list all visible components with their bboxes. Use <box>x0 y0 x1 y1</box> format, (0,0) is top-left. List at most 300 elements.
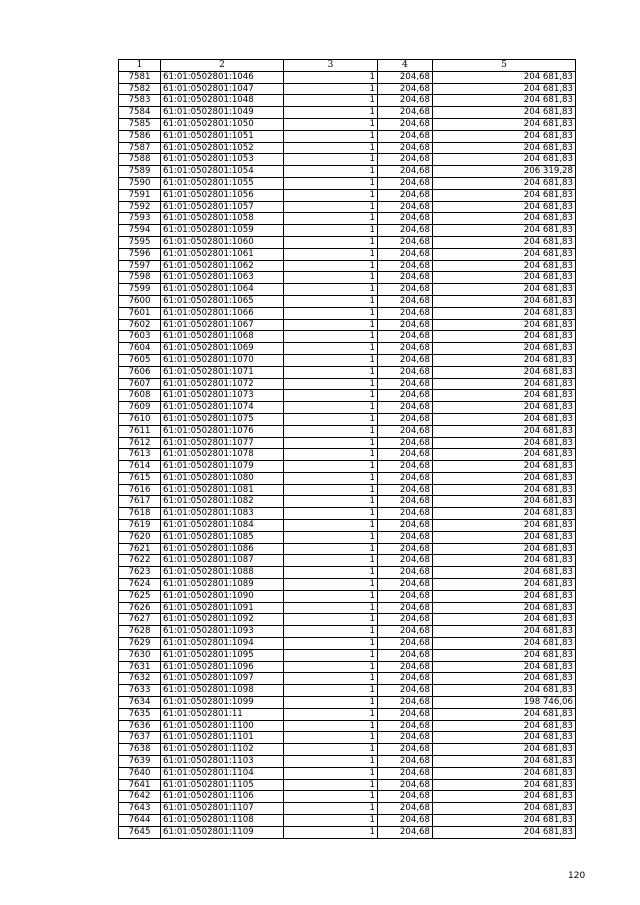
row-number-cell: 7635 <box>119 708 161 720</box>
cadastral-number-cell: 61:01:0502801:1078 <box>161 449 284 461</box>
value-cell: 204 681,83 <box>433 437 576 449</box>
cadastral-number-cell: 61:01:0502801:1094 <box>161 638 284 650</box>
row-number-cell: 7641 <box>119 779 161 791</box>
area-cell: 204,68 <box>378 425 433 437</box>
cadastral-number-cell: 61:01:0502801:1097 <box>161 673 284 685</box>
count-cell: 1 <box>284 213 378 225</box>
cadastral-number-cell: 61:01:0502801:1069 <box>161 343 284 355</box>
count-cell: 1 <box>284 402 378 414</box>
cadastral-number-cell: 61:01:0502801:1083 <box>161 508 284 520</box>
area-cell: 204,68 <box>378 779 433 791</box>
count-cell: 1 <box>284 767 378 779</box>
count-cell: 1 <box>284 567 378 579</box>
value-cell: 204 681,83 <box>433 484 576 496</box>
value-cell: 204 681,83 <box>433 531 576 543</box>
row-number-cell: 7631 <box>119 661 161 673</box>
table-row <box>119 248 576 260</box>
cadastral-number-cell: 61:01:0502801:1076 <box>161 425 284 437</box>
value-cell: 204 681,83 <box>433 449 576 461</box>
row-number-cell: 7588 <box>119 154 161 166</box>
cadastral-number-cell: 61:01:0502801:1088 <box>161 567 284 579</box>
table-row <box>119 272 576 284</box>
count-cell: 1 <box>284 732 378 744</box>
count-cell: 1 <box>284 496 378 508</box>
table-row <box>119 95 576 107</box>
cadastral-number-cell: 61:01:0502801:1103 <box>161 756 284 768</box>
area-cell: 204,68 <box>378 697 433 709</box>
value-cell: 204 681,83 <box>433 826 576 838</box>
row-number-cell: 7617 <box>119 496 161 508</box>
table-row <box>119 354 576 366</box>
area-cell: 204,68 <box>378 331 433 343</box>
cadastral-number-cell: 61:01:0502801:1050 <box>161 118 284 130</box>
value-cell: 204 681,83 <box>433 378 576 390</box>
count-cell: 1 <box>284 177 378 189</box>
table-row <box>119 449 576 461</box>
count-cell: 1 <box>284 791 378 803</box>
value-cell: 204 681,83 <box>433 402 576 414</box>
row-number-cell: 7637 <box>119 732 161 744</box>
cadastral-number-cell: 61:01:0502801:1100 <box>161 720 284 732</box>
cadastral-number-cell: 61:01:0502801:1091 <box>161 602 284 614</box>
cadastral-number-cell: 61:01:0502801:1057 <box>161 201 284 213</box>
cadastral-number-cell: 61:01:0502801:1084 <box>161 520 284 532</box>
cadastral-number-cell: 61:01:0502801:1080 <box>161 472 284 484</box>
count-cell: 1 <box>284 425 378 437</box>
row-number-cell: 7623 <box>119 567 161 579</box>
area-cell: 204,68 <box>378 484 433 496</box>
value-cell: 204 681,83 <box>433 508 576 520</box>
cadastral-number-cell: 61:01:0502801:1052 <box>161 142 284 154</box>
value-cell: 204 681,83 <box>433 413 576 425</box>
row-number-cell: 7625 <box>119 590 161 602</box>
table-row <box>119 378 576 390</box>
value-cell: 204 681,83 <box>433 496 576 508</box>
area-cell: 204,68 <box>378 579 433 591</box>
cadastral-number-cell: 61:01:0502801:1108 <box>161 815 284 827</box>
count-cell: 1 <box>284 189 378 201</box>
value-cell: 204 681,83 <box>433 331 576 343</box>
value-cell: 204 681,83 <box>433 225 576 237</box>
row-number-cell: 7630 <box>119 649 161 661</box>
count-cell: 1 <box>284 449 378 461</box>
count-cell: 1 <box>284 437 378 449</box>
row-number-cell: 7597 <box>119 260 161 272</box>
area-cell: 204,68 <box>378 756 433 768</box>
count-cell: 1 <box>284 661 378 673</box>
count-cell: 1 <box>284 815 378 827</box>
count-cell: 1 <box>284 248 378 260</box>
cadastral-number-cell: 61:01:0502801:1068 <box>161 331 284 343</box>
value-cell: 204 681,83 <box>433 461 576 473</box>
table-row <box>119 236 576 248</box>
table-row <box>119 284 576 296</box>
cadastral-number-cell: 61:01:0502801:1093 <box>161 626 284 638</box>
count-cell: 1 <box>284 166 378 178</box>
row-number-cell: 7638 <box>119 744 161 756</box>
area-cell: 204,68 <box>378 390 433 402</box>
area-cell: 204,68 <box>378 614 433 626</box>
count-cell: 1 <box>284 803 378 815</box>
table-row <box>119 225 576 237</box>
value-cell: 204 681,83 <box>433 673 576 685</box>
row-number-cell: 7584 <box>119 107 161 119</box>
row-number-cell: 7604 <box>119 343 161 355</box>
table-row <box>119 756 576 768</box>
value-cell: 204 681,83 <box>433 638 576 650</box>
value-cell: 204 681,83 <box>433 732 576 744</box>
area-cell: 204,68 <box>378 130 433 142</box>
value-cell: 204 681,83 <box>433 791 576 803</box>
table-row <box>119 390 576 402</box>
value-cell: 204 681,83 <box>433 272 576 284</box>
row-number-cell: 7607 <box>119 378 161 390</box>
count-cell: 1 <box>284 614 378 626</box>
cadastral-number-cell: 61:01:0502801:1062 <box>161 260 284 272</box>
value-cell: 204 681,83 <box>433 425 576 437</box>
column-header: 1 <box>119 60 161 72</box>
row-number-cell: 7602 <box>119 319 161 331</box>
table-row <box>119 602 576 614</box>
table-row <box>119 425 576 437</box>
area-cell: 204,68 <box>378 343 433 355</box>
count-cell: 1 <box>284 673 378 685</box>
row-number-cell: 7640 <box>119 767 161 779</box>
cadastral-number-cell: 61:01:0502801:1067 <box>161 319 284 331</box>
table-row <box>119 826 576 838</box>
count-cell: 1 <box>284 708 378 720</box>
area-cell: 204,68 <box>378 449 433 461</box>
count-cell: 1 <box>284 484 378 496</box>
count-cell: 1 <box>284 354 378 366</box>
row-number-cell: 7591 <box>119 189 161 201</box>
area-cell: 204,68 <box>378 437 433 449</box>
row-number-cell: 7622 <box>119 555 161 567</box>
value-cell: 204 681,83 <box>433 602 576 614</box>
cadastral-number-cell: 61:01:0502801:1109 <box>161 826 284 838</box>
table-row <box>119 649 576 661</box>
value-cell: 204 681,83 <box>433 354 576 366</box>
row-number-cell: 7596 <box>119 248 161 260</box>
row-number-cell: 7594 <box>119 225 161 237</box>
cadastral-number-cell: 61:01:0502801:1047 <box>161 83 284 95</box>
count-cell: 1 <box>284 272 378 284</box>
cadastral-number-cell: 61:01:0502801:1055 <box>161 177 284 189</box>
count-cell: 1 <box>284 378 378 390</box>
value-cell: 204 681,83 <box>433 649 576 661</box>
value-cell: 204 681,83 <box>433 590 576 602</box>
value-cell: 204 681,83 <box>433 213 576 225</box>
value-cell: 204 681,83 <box>433 319 576 331</box>
area-cell: 204,68 <box>378 461 433 473</box>
cadastral-number-cell: 61:01:0502801:1056 <box>161 189 284 201</box>
row-number-cell: 7633 <box>119 685 161 697</box>
row-number-cell: 7624 <box>119 579 161 591</box>
value-cell: 204 681,83 <box>433 130 576 142</box>
value-cell: 204 681,83 <box>433 708 576 720</box>
area-cell: 204,68 <box>378 649 433 661</box>
value-cell: 204 681,83 <box>433 803 576 815</box>
area-cell: 204,68 <box>378 248 433 260</box>
table-row <box>119 531 576 543</box>
cadastral-number-cell: 61:01:0502801:1060 <box>161 236 284 248</box>
column-header: 3 <box>284 60 378 72</box>
cadastral-number-cell: 61:01:0502801:1054 <box>161 166 284 178</box>
row-number-cell: 7610 <box>119 413 161 425</box>
count-cell: 1 <box>284 107 378 119</box>
row-number-cell: 7612 <box>119 437 161 449</box>
count-cell: 1 <box>284 649 378 661</box>
area-cell: 204,68 <box>378 354 433 366</box>
row-number-cell: 7599 <box>119 284 161 296</box>
table-row <box>119 201 576 213</box>
count-cell: 1 <box>284 236 378 248</box>
value-cell: 204 681,83 <box>433 756 576 768</box>
cadastral-number-cell: 61:01:0502801:1053 <box>161 154 284 166</box>
cadastral-number-cell: 61:01:0502801:1079 <box>161 461 284 473</box>
value-cell: 204 681,83 <box>433 118 576 130</box>
cadastral-number-cell: 61:01:0502801:1107 <box>161 803 284 815</box>
table-row <box>119 402 576 414</box>
table-row <box>119 366 576 378</box>
area-cell: 204,68 <box>378 225 433 237</box>
value-cell: 204 681,83 <box>433 201 576 213</box>
area-cell: 204,68 <box>378 307 433 319</box>
column-header: 5 <box>433 60 576 72</box>
table-row <box>119 118 576 130</box>
count-cell: 1 <box>284 71 378 83</box>
table-body <box>119 71 576 838</box>
row-number-cell: 7586 <box>119 130 161 142</box>
row-number-cell: 7583 <box>119 95 161 107</box>
row-number-cell: 7642 <box>119 791 161 803</box>
area-cell: 204,68 <box>378 673 433 685</box>
table-row <box>119 413 576 425</box>
count-cell: 1 <box>284 720 378 732</box>
table-row <box>119 803 576 815</box>
row-number-cell: 7645 <box>119 826 161 838</box>
count-cell: 1 <box>284 626 378 638</box>
area-cell: 204,68 <box>378 177 433 189</box>
count-cell: 1 <box>284 543 378 555</box>
table-row <box>119 579 576 591</box>
row-number-cell: 7585 <box>119 118 161 130</box>
area-cell: 204,68 <box>378 189 433 201</box>
count-cell: 1 <box>284 225 378 237</box>
count-cell: 1 <box>284 142 378 154</box>
table-row <box>119 697 576 709</box>
count-cell: 1 <box>284 130 378 142</box>
cadastral-number-cell: 61:01:0502801:1051 <box>161 130 284 142</box>
value-cell: 204 681,83 <box>433 567 576 579</box>
area-cell: 204,68 <box>378 166 433 178</box>
table-row <box>119 673 576 685</box>
area-cell: 204,68 <box>378 284 433 296</box>
cadastral-number-cell: 61:01:0502801:11 <box>161 708 284 720</box>
value-cell: 204 681,83 <box>433 661 576 673</box>
row-number-cell: 7621 <box>119 543 161 555</box>
table-row <box>119 177 576 189</box>
cadastral-number-cell: 61:01:0502801:1059 <box>161 225 284 237</box>
value-cell: 204 681,83 <box>433 83 576 95</box>
area-cell: 204,68 <box>378 496 433 508</box>
area-cell: 204,68 <box>378 95 433 107</box>
count-cell: 1 <box>284 390 378 402</box>
table-row <box>119 661 576 673</box>
value-cell: 204 681,83 <box>433 260 576 272</box>
count-cell: 1 <box>284 638 378 650</box>
row-number-cell: 7606 <box>119 366 161 378</box>
value-cell: 204 681,83 <box>433 767 576 779</box>
count-cell: 1 <box>284 343 378 355</box>
table-row <box>119 213 576 225</box>
area-cell: 204,68 <box>378 366 433 378</box>
row-number-cell: 7595 <box>119 236 161 248</box>
row-number-cell: 7626 <box>119 602 161 614</box>
count-cell: 1 <box>284 779 378 791</box>
table-row <box>119 472 576 484</box>
value-cell: 206 319,28 <box>433 166 576 178</box>
cadastral-number-cell: 61:01:0502801:1064 <box>161 284 284 296</box>
count-cell: 1 <box>284 295 378 307</box>
table-row <box>119 720 576 732</box>
header-row <box>119 60 576 72</box>
count-cell: 1 <box>284 531 378 543</box>
cadastral-number-cell: 61:01:0502801:1098 <box>161 685 284 697</box>
count-cell: 1 <box>284 284 378 296</box>
table-row <box>119 590 576 602</box>
count-cell: 1 <box>284 520 378 532</box>
cadastral-number-cell: 61:01:0502801:1086 <box>161 543 284 555</box>
table-row <box>119 437 576 449</box>
row-number-cell: 7609 <box>119 402 161 414</box>
value-cell: 204 681,83 <box>433 390 576 402</box>
value-cell: 204 681,83 <box>433 189 576 201</box>
table-row <box>119 484 576 496</box>
count-cell: 1 <box>284 697 378 709</box>
table-row <box>119 614 576 626</box>
registry-table <box>118 59 576 839</box>
cadastral-number-cell: 61:01:0502801:1058 <box>161 213 284 225</box>
table-row <box>119 107 576 119</box>
area-cell: 204,68 <box>378 107 433 119</box>
row-number-cell: 7628 <box>119 626 161 638</box>
area-cell: 204,68 <box>378 590 433 602</box>
table-row <box>119 815 576 827</box>
count-cell: 1 <box>284 685 378 697</box>
count-cell: 1 <box>284 366 378 378</box>
area-cell: 204,68 <box>378 543 433 555</box>
table-row <box>119 295 576 307</box>
row-number-cell: 7600 <box>119 295 161 307</box>
value-cell: 204 681,83 <box>433 71 576 83</box>
value-cell: 204 681,83 <box>433 307 576 319</box>
count-cell: 1 <box>284 744 378 756</box>
value-cell: 204 681,83 <box>433 142 576 154</box>
cadastral-number-cell: 61:01:0502801:1101 <box>161 732 284 744</box>
value-cell: 198 746,06 <box>433 697 576 709</box>
row-number-cell: 7608 <box>119 390 161 402</box>
cadastral-number-cell: 61:01:0502801:1066 <box>161 307 284 319</box>
row-number-cell: 7632 <box>119 673 161 685</box>
area-cell: 204,68 <box>378 567 433 579</box>
area-cell: 204,68 <box>378 720 433 732</box>
area-cell: 204,68 <box>378 555 433 567</box>
value-cell: 204 681,83 <box>433 95 576 107</box>
value-cell: 204 681,83 <box>433 107 576 119</box>
value-cell: 204 681,83 <box>433 744 576 756</box>
cadastral-number-cell: 61:01:0502801:1096 <box>161 661 284 673</box>
table-row <box>119 496 576 508</box>
table-row <box>119 319 576 331</box>
area-cell: 204,68 <box>378 142 433 154</box>
area-cell: 204,68 <box>378 260 433 272</box>
count-cell: 1 <box>284 590 378 602</box>
row-number-cell: 7581 <box>119 71 161 83</box>
row-number-cell: 7619 <box>119 520 161 532</box>
cadastral-number-cell: 61:01:0502801:1106 <box>161 791 284 803</box>
table-row <box>119 732 576 744</box>
table-row <box>119 307 576 319</box>
cadastral-number-cell: 61:01:0502801:1070 <box>161 354 284 366</box>
area-cell: 204,68 <box>378 602 433 614</box>
table-row <box>119 508 576 520</box>
table-row <box>119 520 576 532</box>
cadastral-number-cell: 61:01:0502801:1048 <box>161 95 284 107</box>
count-cell: 1 <box>284 602 378 614</box>
row-number-cell: 7598 <box>119 272 161 284</box>
table-row <box>119 791 576 803</box>
value-cell: 204 681,83 <box>433 366 576 378</box>
cadastral-number-cell: 61:01:0502801:1081 <box>161 484 284 496</box>
table-row <box>119 343 576 355</box>
value-cell: 204 681,83 <box>433 685 576 697</box>
table-row <box>119 567 576 579</box>
cadastral-number-cell: 61:01:0502801:1102 <box>161 744 284 756</box>
count-cell: 1 <box>284 260 378 272</box>
row-number-cell: 7634 <box>119 697 161 709</box>
table-row <box>119 260 576 272</box>
row-number-cell: 7627 <box>119 614 161 626</box>
value-cell: 204 681,83 <box>433 815 576 827</box>
column-header: 2 <box>161 60 284 72</box>
row-number-cell: 7611 <box>119 425 161 437</box>
count-cell: 1 <box>284 555 378 567</box>
count-cell: 1 <box>284 201 378 213</box>
count-cell: 1 <box>284 95 378 107</box>
table-row <box>119 767 576 779</box>
cadastral-number-cell: 61:01:0502801:1063 <box>161 272 284 284</box>
table-row <box>119 130 576 142</box>
area-cell: 204,68 <box>378 201 433 213</box>
area-cell: 204,68 <box>378 815 433 827</box>
row-number-cell: 7644 <box>119 815 161 827</box>
table-row <box>119 744 576 756</box>
area-cell: 204,68 <box>378 626 433 638</box>
count-cell: 1 <box>284 508 378 520</box>
value-cell: 204 681,83 <box>433 343 576 355</box>
value-cell: 204 681,83 <box>433 720 576 732</box>
area-cell: 204,68 <box>378 236 433 248</box>
area-cell: 204,68 <box>378 791 433 803</box>
area-cell: 204,68 <box>378 319 433 331</box>
cadastral-number-cell: 61:01:0502801:1105 <box>161 779 284 791</box>
cadastral-number-cell: 61:01:0502801:1089 <box>161 579 284 591</box>
area-cell: 204,68 <box>378 378 433 390</box>
table-row <box>119 189 576 201</box>
row-number-cell: 7587 <box>119 142 161 154</box>
count-cell: 1 <box>284 472 378 484</box>
